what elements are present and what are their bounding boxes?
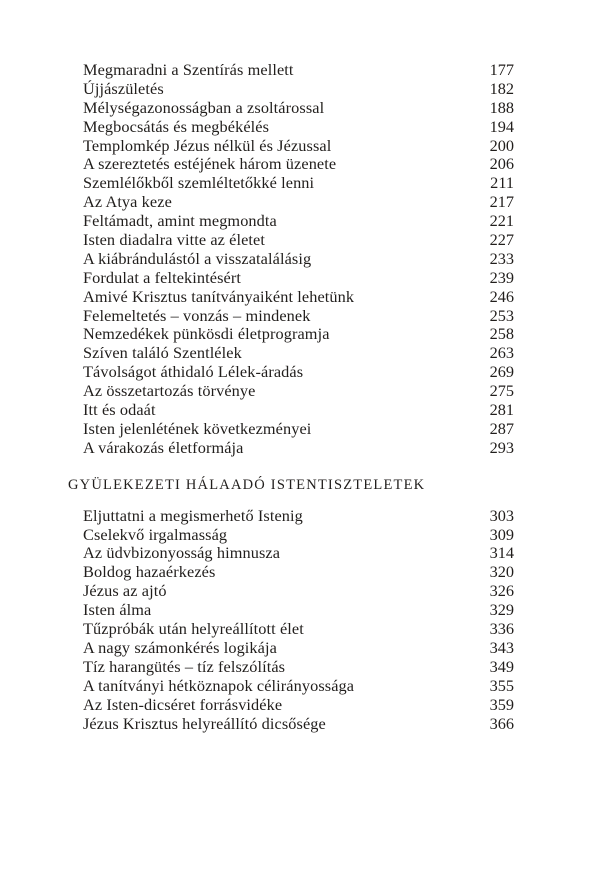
toc-entry-page-number: 314 [489,543,514,563]
toc-entry-title: Nemzedékek pünkösdi életprogramja [83,324,330,344]
toc-entry-title: Cselekvő irgalmasság [83,524,228,544]
toc-entry-title: Mélységazonosságban a zsoltárossal [83,97,325,117]
toc-entry-page-number: 355 [489,675,514,695]
toc-entry-page-number: 217 [489,192,514,212]
toc-entry-page-number: 281 [489,400,514,420]
toc-entry-page-number: 349 [489,656,514,676]
toc-entry-page-number: 206 [489,154,514,174]
toc-entry-page-number: 253 [489,305,514,325]
toc-entry-page-number: 177 [489,60,514,79]
toc-entry-title: A várakozás életformája [83,437,244,457]
toc-entry [68,137,514,156]
toc-entry [68,715,514,734]
toc-entry [68,582,514,601]
toc-entry-page-number: 303 [489,505,514,525]
toc-entry-page-number: 329 [489,600,514,620]
toc-entry-page-number: 233 [489,248,514,268]
toc-entry [68,231,514,250]
toc-entry-page-number: 359 [489,694,514,714]
toc-entry [68,212,514,231]
toc-entry-page-number: 269 [489,362,514,382]
toc-entry-title: Boldog hazaérkezés [83,562,216,582]
toc-entry [68,174,514,193]
toc-entry-page-number: 200 [489,135,514,155]
toc-entry-page-number: 194 [489,116,514,136]
toc-entry [68,363,514,382]
toc-entry-title: A nagy számonkérés logikája [83,637,277,657]
toc-entry [68,269,514,288]
toc-entry-page-number: 287 [489,418,514,438]
toc-entry-page-number: 366 [489,713,514,733]
toc-entry [68,601,514,620]
toc-entry-title: Megbocsátás és megbékélés [83,116,270,136]
toc-entry-title: Feltámadt, amint megmondta [83,211,277,231]
toc-entry-title: Amivé Krisztus tanítványaiként lehetünk [83,286,355,306]
toc-entry-page-number: 227 [489,230,514,250]
toc-entry-title: Az Atya keze [83,192,172,212]
toc-entry-title: Templomkép Jézus nélkül és Jézussal [83,135,332,155]
toc-entry [68,439,514,458]
toc-entry-page-number: 246 [489,286,514,306]
toc-entry-page-number: 182 [489,78,514,98]
toc-entry [68,325,514,344]
toc-entry [68,620,514,639]
toc-entry-page-number: 309 [489,524,514,544]
toc-entry-title: Az Isten-dicséret forrásvidéke [83,694,283,714]
toc-entry-title: Jézus az ajtó [83,581,167,601]
toc-entry-title: Eljuttatni a megismerhető Istenig [83,505,303,525]
table-of-contents [68,61,514,733]
toc-entry [68,99,514,118]
toc-entry-page-number: 293 [489,437,514,457]
toc-entry [68,344,514,363]
toc-entry-page-number: 320 [489,562,514,582]
toc-entry-title: Jézus Krisztus helyreállító dicsősége [83,713,326,733]
toc-entry [68,696,514,715]
toc-entry-title: Isten jelenlétének következményei [83,418,312,438]
toc-entry-page-number: 336 [489,619,514,639]
toc-entry-title: Fordulat a feltekintésért [83,267,242,287]
toc-entry-title: Szíven találó Szentlélek [83,343,242,363]
toc-entry [68,639,514,658]
toc-entry [68,526,514,545]
toc-entry-title: Az üdvbizonyosság himnusza [83,543,281,563]
toc-entry-page-number: 188 [489,97,514,117]
section-heading: GYÜLEKEZETI HÁLAADÓ ISTENTISZTELETEK [68,476,426,493]
toc-entry [68,250,514,269]
toc-entry-page-number: 275 [489,381,514,401]
toc-entry [68,401,514,420]
toc-entry [68,677,514,696]
toc-entry-title: Tűzpróbák után helyreállított élet [83,619,304,639]
toc-entry [68,61,514,80]
toc-entry [68,193,514,212]
toc-entry-page-number: 343 [489,637,514,657]
toc-entry-page-number: 211 [490,173,514,193]
toc-entry-title: Felemeltetés – vonzás – mindenek [83,305,311,325]
toc-entry [68,80,514,99]
toc-entry [68,118,514,137]
toc-entry-page-number: 221 [489,211,514,231]
toc-entry-title: A tanítványi hétköznapok célirányossága [83,675,355,695]
toc-entry [68,544,514,563]
toc-entry-page-number: 258 [489,324,514,344]
toc-entry [68,507,514,526]
toc-entry-title: Távolságot áthidaló Lélek-áradás [83,362,304,382]
toc-entry [68,563,514,582]
toc-entry-page-number: 263 [489,343,514,363]
toc-entry-title: Isten diadalra vitte az életet [83,230,265,250]
toc-entry-title: Az összetartozás törvénye [83,381,256,401]
toc-entry [68,658,514,677]
toc-entry-title: A szereztetés estéjének három üzenete [83,154,337,174]
toc-entry-title: Isten álma [83,600,152,620]
toc-entry-title: Újjászületés [83,78,164,98]
toc-entry-title: Tíz harangütés – tíz felszólítás [83,656,286,676]
toc-entry-page-number: 239 [489,267,514,287]
toc-entry [68,155,514,174]
toc-entry-title: A kiábrándulástól a visszatalálásig [83,248,312,268]
toc-entry-title: Szemlélőkből szemléltetőkké lenni [83,173,315,193]
toc-entry-page-number: 326 [489,581,514,601]
toc-entry [68,307,514,326]
toc-entry-title: Itt és odaát [83,400,156,420]
toc-entry [68,382,514,401]
toc-entry [68,420,514,439]
toc-entry-title: Megmaradni a Szentírás mellett [83,60,294,79]
toc-entry [68,288,514,307]
